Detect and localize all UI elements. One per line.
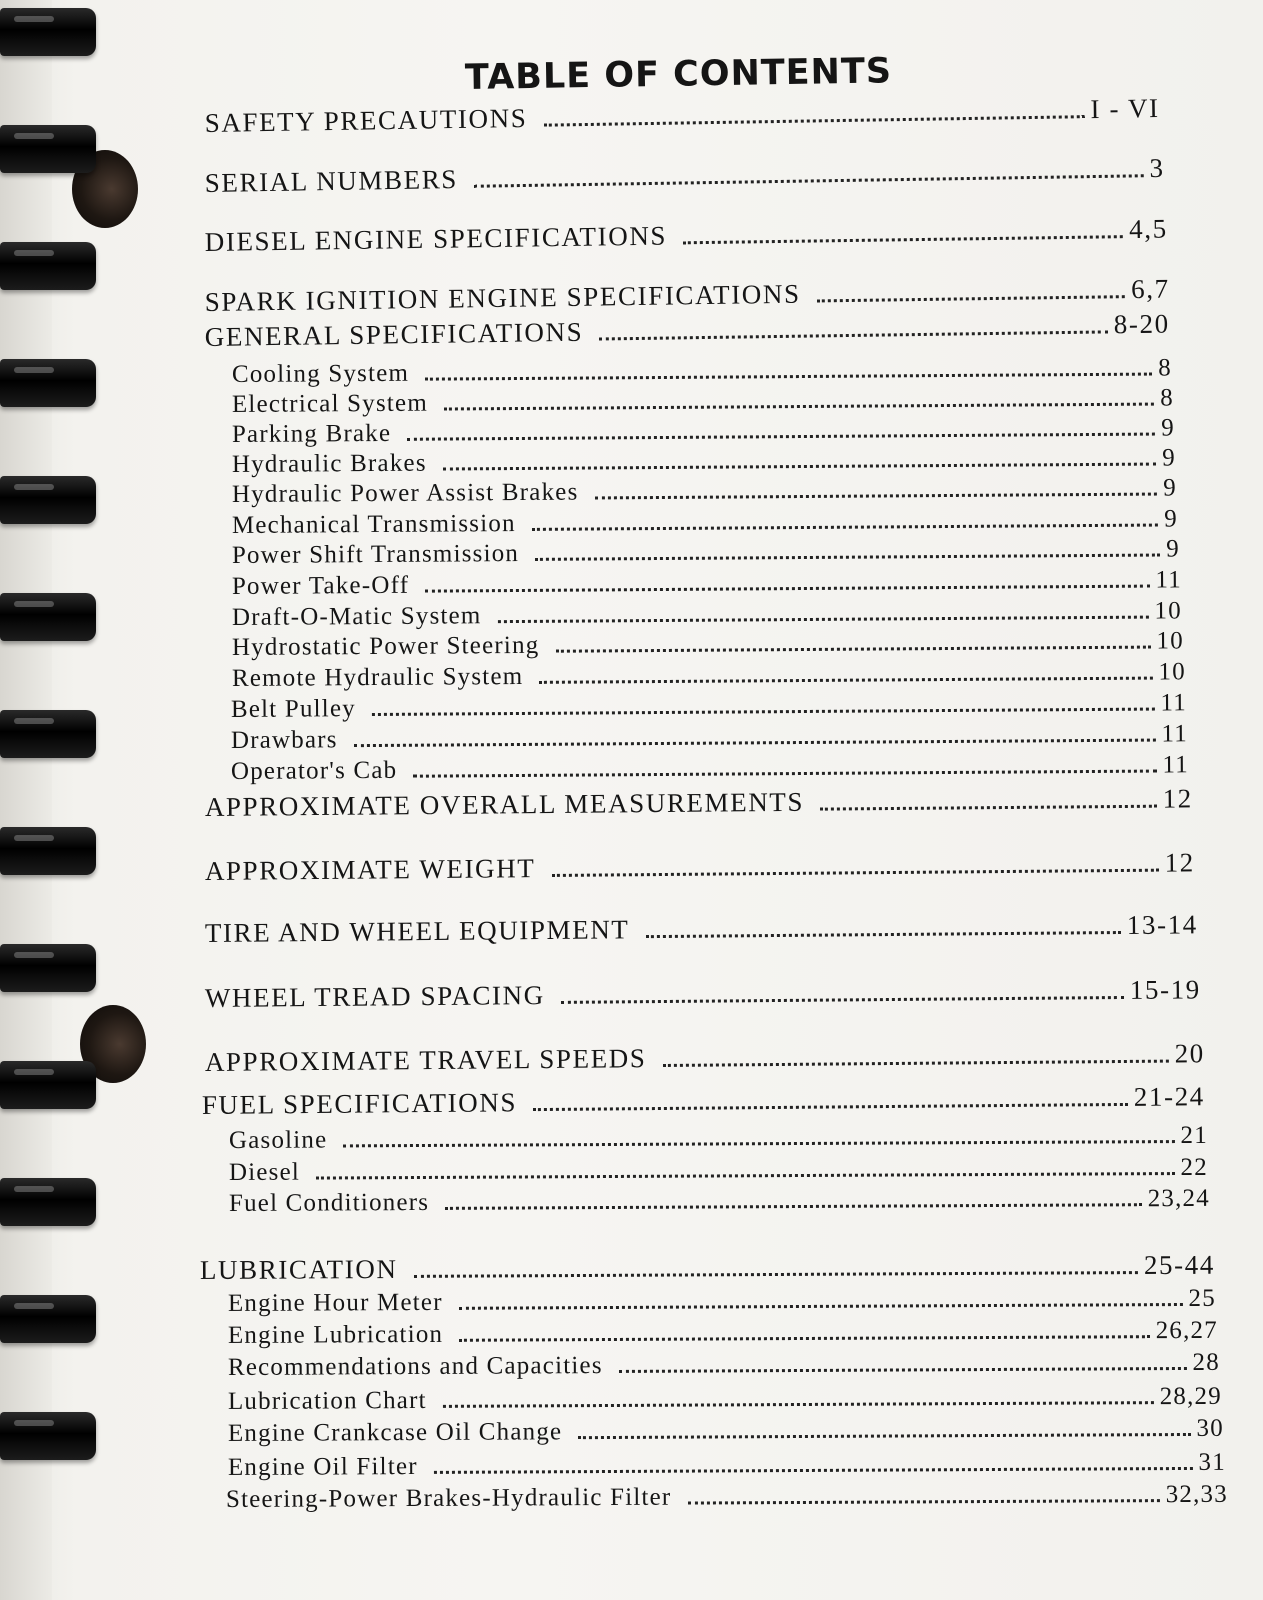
- leader-dots: [532, 524, 1158, 531]
- leader-dots: [498, 616, 1149, 624]
- toc-subentry: [229, 1122, 1208, 1155]
- toc-entry-page: 9: [1164, 505, 1178, 533]
- toc-entry-label: Electrical System: [231, 389, 429, 419]
- toc-entry-label: APPROXIMATE WEIGHT: [204, 853, 536, 887]
- leader-dots: [425, 373, 1152, 381]
- leader-dots: [445, 1203, 1141, 1210]
- toc-entry-label: Engine Lubrication: [227, 1320, 444, 1349]
- toc-subentry: [232, 658, 1186, 693]
- toc-entry-label: Engine Crankcase Oil Change: [227, 1418, 563, 1447]
- toc-entry-label: Steering-Power Brakes-Hydraulic Filter: [225, 1483, 672, 1513]
- toc-entry-page: 11: [1162, 751, 1189, 779]
- toc-entry-label: GENERAL SPECIFICATIONS: [204, 316, 584, 353]
- leader-dots: [533, 1103, 1128, 1111]
- toc-subentry: [228, 1317, 1218, 1350]
- leader-dots: [578, 1433, 1190, 1439]
- toc-entry-page: 11: [1160, 689, 1187, 717]
- leader-dots: [443, 463, 1156, 471]
- leader-dots: [316, 1172, 1175, 1179]
- leader-dots: [425, 585, 1149, 593]
- toc-subentry: [232, 474, 1177, 509]
- toc-entry-label: Mechanical Transmission: [231, 510, 516, 539]
- toc-subentry: [232, 444, 1176, 479]
- toc-entry-label: APPROXIMATE TRAVEL SPEEDS: [204, 1043, 647, 1077]
- toc-entry-label: Lubrication Chart: [227, 1386, 427, 1415]
- toc-entry-page: 12: [1162, 783, 1193, 814]
- toc-entry-label: Diesel: [228, 1158, 301, 1186]
- leader-dots: [543, 115, 1084, 127]
- toc-entry-page: 25-44: [1143, 1249, 1215, 1281]
- toc-subentry: [231, 751, 1189, 786]
- toc-entry: [200, 1250, 1215, 1286]
- toc-entry-label: Power Take-Off: [231, 571, 410, 600]
- toc-entry-label: Draft-O-Matic System: [231, 602, 482, 631]
- toc-entry: [205, 909, 1198, 949]
- toc-entry-label: Hydraulic Brakes: [231, 449, 427, 479]
- leader-dots: [662, 1060, 1168, 1067]
- toc-subentry: [232, 414, 1175, 449]
- toc-entry-label: Operator's Cab: [230, 756, 398, 785]
- toc-entry-label: APPROXIMATE OVERALL MEASUREMENTS: [204, 786, 805, 823]
- toc-entry-label: SAFETY PRECAUTIONS: [204, 102, 528, 139]
- toc-entry-page: 25: [1188, 1284, 1216, 1312]
- toc-entry-label: SERIAL NUMBERS: [204, 164, 459, 199]
- leader-dots: [414, 1271, 1138, 1278]
- toc-subentry: [231, 689, 1187, 724]
- toc-entry-label: Engine Oil Filter: [227, 1453, 418, 1481]
- toc-entry: [205, 783, 1193, 823]
- toc-entry-page: 15-19: [1129, 974, 1201, 1005]
- toc-entry-label: Gasoline: [228, 1126, 328, 1154]
- toc-entry: [205, 93, 1160, 139]
- toc-subentry: [229, 1154, 1208, 1187]
- leader-dots: [444, 403, 1154, 411]
- toc-subentry: [232, 354, 1172, 389]
- toc-entry-label: Remote Hydraulic System: [231, 662, 524, 692]
- toc-entry-label: Recommendations and Capacities: [227, 1352, 603, 1381]
- toc-entry-page: 9: [1161, 414, 1175, 442]
- leader-dots: [594, 493, 1157, 500]
- leader-dots: [474, 174, 1144, 188]
- leader-dots: [683, 235, 1123, 244]
- toc-subentry: [229, 1185, 1210, 1218]
- toc-entry-page: 9: [1163, 474, 1177, 502]
- toc-subentry: [232, 597, 1182, 632]
- toc-entry-label: Fuel Conditioners: [228, 1188, 430, 1217]
- toc-subentry: [226, 1481, 1228, 1514]
- leader-dots: [535, 554, 1160, 561]
- toc-entry-page: 11: [1155, 566, 1182, 594]
- leader-dots: [646, 931, 1121, 938]
- toc-entry-page: 26,27: [1155, 1316, 1218, 1345]
- toc-entry-page: 10: [1158, 658, 1186, 686]
- leader-dots: [817, 295, 1126, 302]
- toc-entry-label: WHEEL TREAD SPACING: [204, 980, 545, 1014]
- toc-entry-page: 28,29: [1159, 1382, 1222, 1411]
- toc-entry-label: Parking Brake: [231, 419, 392, 449]
- toc-entry-page: 3: [1149, 152, 1165, 184]
- toc-entry-page: 4,5: [1128, 213, 1168, 245]
- leader-dots: [354, 739, 1156, 748]
- toc-entry-page: 30: [1196, 1414, 1224, 1442]
- toc-entry-page: 28: [1192, 1348, 1220, 1376]
- toc-entry-label: LUBRICATION: [199, 1253, 398, 1285]
- toc-entry-label: Engine Hour Meter: [227, 1288, 443, 1317]
- toc-entry-page: I - VI: [1090, 93, 1160, 125]
- leader-dots: [459, 1335, 1149, 1342]
- toc-subentry: [228, 1349, 1220, 1382]
- toc-subentry: [228, 1383, 1222, 1416]
- leader-dots: [434, 1467, 1193, 1474]
- toc-entry-page: 9: [1162, 444, 1176, 472]
- leader-dots: [413, 770, 1156, 778]
- toc-subentry: [231, 720, 1188, 755]
- toc-subentry: [232, 627, 1184, 662]
- toc-entry-label: Hydraulic Power Assist Brakes: [231, 478, 579, 509]
- toc-subentry: [232, 505, 1178, 540]
- toc-entry: [205, 847, 1195, 887]
- toc-subentry: [232, 535, 1180, 570]
- toc-entry-label: Belt Pulley: [230, 695, 357, 723]
- toc-subentry: [228, 1285, 1216, 1318]
- toc-entry-page: 11: [1161, 720, 1188, 748]
- toc-entry-page: 9: [1166, 535, 1180, 563]
- leader-dots: [459, 1303, 1183, 1310]
- leader-dots: [443, 1401, 1154, 1408]
- toc-entry-page: 21: [1180, 1121, 1208, 1150]
- leader-dots: [561, 996, 1124, 1004]
- toc-entry-page: 22: [1180, 1153, 1208, 1182]
- leader-dots: [555, 646, 1150, 653]
- toc-entry: [205, 214, 1168, 258]
- leader-dots: [820, 805, 1157, 811]
- toc-entry-page: 6,7: [1130, 273, 1170, 305]
- toc-entry-label: FUEL SPECIFICATIONS: [201, 1087, 518, 1120]
- toc-entry-page: 8: [1160, 384, 1174, 412]
- toc-entry-page: 8: [1158, 354, 1172, 382]
- toc-entry-page: 21-24: [1133, 1081, 1205, 1112]
- toc-entry: [205, 153, 1165, 199]
- toc-entry-page: 23,24: [1147, 1184, 1210, 1213]
- leader-dots: [599, 330, 1108, 340]
- leader-dots: [687, 1499, 1159, 1504]
- toc-subentry: [232, 566, 1182, 601]
- leader-dots: [551, 869, 1158, 877]
- toc-entry-label: TIRE AND WHEEL EQUIPMENT: [204, 914, 630, 949]
- toc-entry-label: Cooling System: [231, 359, 410, 389]
- leader-dots: [619, 1367, 1187, 1373]
- toc-entry-page: 10: [1154, 597, 1182, 625]
- toc-entry-label: SPARK IGNITION ENGINE SPECIFICATIONS: [204, 278, 801, 318]
- toc-entry-label: DIESEL ENGINE SPECIFICATIONS: [204, 220, 668, 258]
- toc-entry-page: 10: [1156, 627, 1184, 655]
- toc-entry-page: 31: [1198, 1448, 1226, 1476]
- toc-entry: [205, 974, 1201, 1014]
- page-title: TABLE OF CONTENTS: [464, 51, 893, 98]
- toc-entry-label: Drawbars: [230, 726, 338, 754]
- toc-entry-label: Hydrostatic Power Steering: [231, 631, 540, 661]
- leader-dots: [539, 677, 1152, 684]
- toc-entry-page: 20: [1174, 1038, 1205, 1069]
- toc-entry-label: Power Shift Transmission: [231, 539, 520, 569]
- toc-subentry: [228, 1415, 1224, 1448]
- leader-dots: [372, 708, 1155, 716]
- toc-subentry: [228, 1449, 1226, 1482]
- toc-entry: [202, 1081, 1205, 1121]
- toc-entry-page: 12: [1164, 847, 1195, 878]
- toc-entry-page: 8-20: [1113, 308, 1170, 340]
- toc-entry: [205, 1038, 1205, 1078]
- toc-entry-page: 13-14: [1126, 909, 1198, 940]
- toc-entry-page: 32,33: [1165, 1480, 1228, 1509]
- leader-dots: [407, 433, 1155, 441]
- toc-subentry: [232, 384, 1174, 419]
- leader-dots: [343, 1140, 1174, 1147]
